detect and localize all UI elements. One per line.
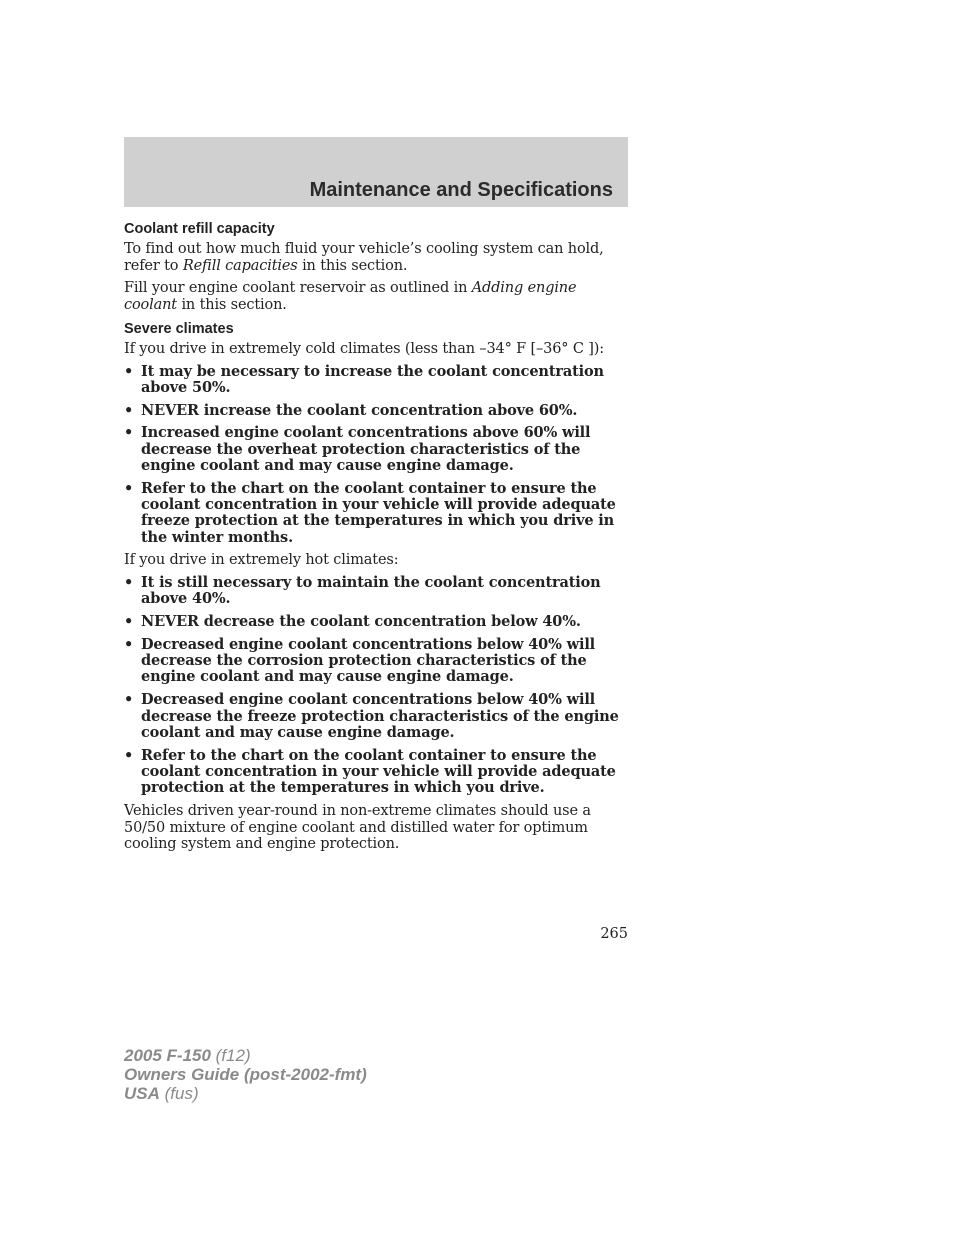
page-content — [124, 221, 630, 859]
footer-line-3: USA (fus) — [124, 1084, 199, 1103]
list-item: • Refer to the chart on the coolant container to ensure the coolant concentration in your vehicle will provide adequate protection at the temperatures in which you drive. — [124, 746, 616, 797]
bullet-icon: • — [124, 573, 134, 591]
hot-climates-intro: If you drive in extremely hot climates: — [124, 552, 399, 569]
list-item: • It may be necessary to increase the coolant concentration above 50%. — [124, 362, 604, 396]
refill-capacities-reference: Refill capacities — [182, 257, 298, 274]
list-item: • Decreased engine coolant concentrations below 40% will decrease the corrosion protection characteristics of the engine coolant and may cause engine damage. — [124, 635, 596, 686]
bullet-icon: • — [124, 691, 134, 709]
footer-line-1: 2005 F-150 (f12) — [124, 1046, 251, 1065]
page-number: 265 — [600, 926, 628, 942]
bullet-icon: • — [124, 424, 134, 442]
bullet-icon: • — [124, 613, 134, 631]
section-header-band — [124, 137, 628, 207]
coolant-refill-heading: Coolant refill capacity — [124, 221, 275, 237]
section-title: Maintenance and Specifications — [309, 179, 613, 201]
list-item: • NEVER increase the coolant concentration above 60%. — [124, 401, 578, 419]
adding-coolant-reference: Adding engine coolant — [124, 280, 577, 313]
refill-paragraph-2: Fill your engine coolant reservoir as outlined in Adding engine coolant in this section. — [124, 280, 577, 313]
refill-paragraph-1: To find out how much fluid your vehicle’s cooling system can hold, refer to Refill capacities in this section. — [124, 241, 604, 274]
cold-climates-list — [124, 364, 630, 546]
bullet-icon: • — [124, 746, 134, 764]
bullet-icon: • — [124, 362, 134, 380]
cold-climates-intro: If you drive in extremely cold climates (less than –34° F [–36° C ]): — [124, 341, 605, 357]
list-item: • NEVER decrease the coolant concentration below 40%. — [124, 613, 581, 631]
list-item: • Refer to the chart on the coolant container to ensure the coolant concentration in your vehicle will provide adequate freeze protection at the temperatures in which you drive in the winter months. — [124, 479, 616, 546]
hot-climates-list — [124, 575, 630, 797]
bullet-icon: • — [124, 635, 134, 653]
list-item: • Decreased engine coolant concentrations below 40% will decrease the freeze protection characteristics of the engine coolant and may cause engine damage. — [124, 691, 619, 741]
closing-paragraph: Vehicles driven year-round in non-extreme climates should use a 50/50 mixture of engine coolant and distilled water for optimum cooling system and engine protection. — [124, 803, 591, 853]
severe-climates-heading: Severe climates — [124, 321, 234, 337]
document-footer — [124, 1046, 367, 1103]
bullet-icon: • — [124, 401, 134, 419]
bullet-icon: • — [124, 479, 134, 497]
list-item: • It is still necessary to maintain the coolant concentration above 40%. — [124, 573, 601, 608]
footer-line-2: Owners Guide (post-2002-fmt) — [124, 1065, 367, 1084]
list-item: • Increased engine coolant concentrations above 60% will decrease the overheat protection characteristics of the engine coolant and may cause engine damage. — [124, 424, 591, 474]
